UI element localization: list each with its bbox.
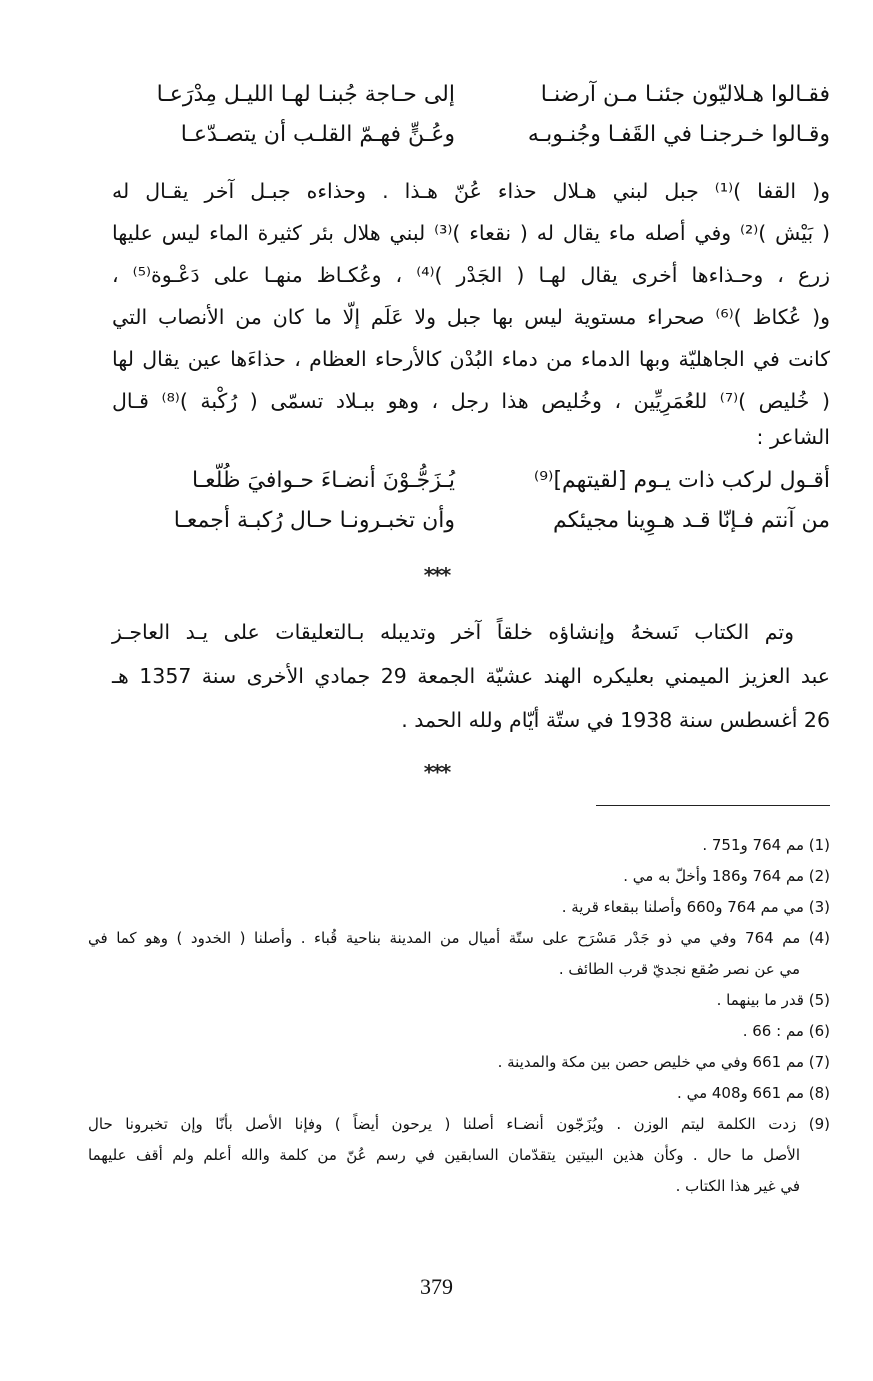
prose-line: ( بَيْش )⁽²⁾ وفي أصله ماء يقال له ( نقعاء )⁽³⁾ لبني هلال بئر كثيرة الماء ليس عليها: [112, 221, 830, 245]
prose-line: الشاعر :: [756, 425, 830, 449]
prose-line: زرع ، وحـذاءها أخرى يقال لهـا ( الجَدْر )⁽⁴⁾ ، وعُكـاظ منهـا على دَعْـوة⁽⁵⁾ ،: [112, 263, 831, 287]
verse: [110, 460, 830, 500]
footnote-divider: [596, 805, 830, 806]
footnote-line: (2) مم 764 و186 وأخلّ به مي .: [623, 867, 830, 885]
poem-block-1: [110, 74, 830, 154]
hemistich-left: يُـزَجُّـوْنَ أنضـاءَ حـوافيَ ظُلّعـا: [192, 467, 455, 493]
footnotes: [88, 830, 830, 1202]
prose-line: و( عُكاظ )⁽⁶⁾ صحراء مستوية ليس بها جبل ولا عَلَم إلّا ما كان من الأنصاب التي: [112, 305, 830, 329]
verse: [110, 114, 830, 154]
verse: [110, 500, 830, 540]
hemistich-right: من آنتم فـإنّا قـد هـوِينا مجيئكم: [553, 507, 830, 533]
footnote-line: في غير هذا الكتاب .: [675, 1177, 800, 1195]
verse: [110, 74, 830, 114]
footnote-line: (4) مم 764 وفي مي ذو جَدْر مَسْرَح على ستّة أميال من المدينة بناحية قُباء . وأصلنا ( الخدود ) وهو كما في: [88, 929, 831, 947]
section-separator: ***: [423, 760, 450, 784]
colophon-line: وتم الكتاب نَسخهُ وإنشاؤه خلقاً آخر وتديبله بـالتعليقات على يـد العاجـز: [112, 620, 794, 644]
page-number: 379: [420, 1274, 453, 1299]
prose-paragraph: [112, 170, 830, 452]
footnote-line: (5) قدر ما بينهما .: [716, 991, 830, 1009]
hemistich-left: وأن تخبـرونـا حـال رُكبـة أجمعـا: [173, 507, 455, 533]
hemistich-left: وعُـنٍّ فهـمّ القلـب أن يتصـدّعـا: [180, 121, 455, 147]
hemistich-right: وقـالوا خـرجنـا في القَفـا وجُنـوبـه: [527, 121, 830, 147]
footnote-line: (9) زدت الكلمة ليتم الوزن . ويُزَجّون أنضـاء أصلنا ( يرحون أيضاً ) وفإنا الأصل بأنّا وإن تخبرونا حال: [88, 1115, 830, 1133]
footnote-line: الأصل ما حال . وكأن هذين البيتين يتقدّمان السابقين في رسم عُنّ من كلمة والله أعلم ولم أقف عليهما: [88, 1146, 800, 1164]
poem-block-2: [110, 460, 830, 540]
hemistich-right: أقـول لركب ذات يـوم [لقيتهم]⁽⁹⁾: [533, 467, 830, 493]
hemistich-right: فقـالوا هـلاليّون جئنـا مـن آرضنـا: [540, 81, 830, 107]
footnote-line: مي عن نصر صُقع نجديّ قرب الطائف .: [558, 960, 800, 978]
footnote-line: (6) مم : 66 .: [742, 1022, 830, 1040]
colophon-line: 26 أغسطس سنة 1938 في ستّة أيّام ولله الحمد .: [401, 708, 830, 732]
colophon-paragraph: [112, 610, 830, 742]
section-separator: ***: [423, 563, 450, 587]
prose-line: كانت في الجاهليّة وبها الدماء من دماء البُدْن كالأرحاء العظام ، حذاءَها عين يقال لها: [112, 347, 830, 371]
hemistich-left: إلى حـاجة جُبنـا لهـا الليـل مِدْرَعـا: [156, 81, 455, 107]
footnote-line: (3) مي مم 764 و660 وأصلنا ببقعاء قرية .: [561, 898, 830, 916]
footnote-line: (8) مم 661 و408 مي .: [677, 1084, 830, 1102]
footnote-line: (7) مم 661 وفي مي خليص حصن بين مكة والمدينة .: [497, 1053, 830, 1071]
prose-line: ( خُليص )⁽⁷⁾ للعُمَرِيِّين ، وخُليص هذا رجل ، وهو ببـلاد تسمّى ( رُكْبة )⁽⁸⁾ قـال: [112, 389, 831, 413]
prose-line: و( القفا )⁽¹⁾ جبل لبني هـلال حذاء عُنّ هـذا . وحذاءه جبـل آخر يقـال له: [112, 179, 830, 203]
colophon-line: عبد العزيز الميمني بعليكره الهند عشيّة الجمعة 29 جمادي الأخرى سنة 1357 هـ: [112, 664, 831, 688]
footnote-line: (1) مم 764 و751 .: [702, 836, 830, 854]
